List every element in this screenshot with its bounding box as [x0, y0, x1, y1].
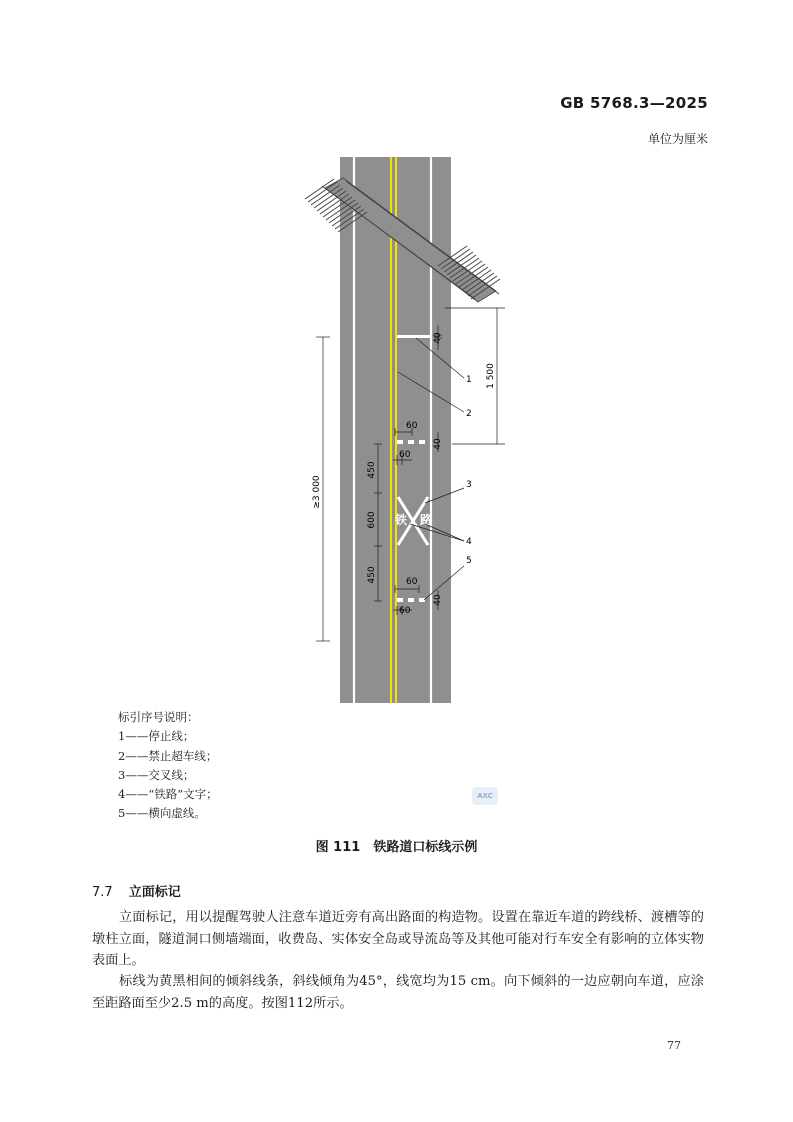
railway-crossing-marking-figure [290, 150, 520, 710]
watermark-logo: AXC [472, 787, 498, 805]
body-paragraph: 立面标记，用以提醒驾驶人注意车道近旁有高出路面的构造物。设置在靠近车道的跨线桥、渡槽等的墩柱立面，隧道洞口侧墙端面，收费岛、实体安全岛或导流岛等及其他可能对行车安全有影响的立体实物表面上。 [92, 910, 704, 968]
legend-item: 5——横向虚线。 [118, 806, 206, 821]
road-text-tie: 铁 [394, 513, 408, 527]
body-paragraph: 标线为黄黑相间的倾斜线条，斜线倾角为45°，线宽均为15 cm。向下倾斜的一边应朝向车道，应涂至距路面至少2.5 m的高度。按图112所示。 [92, 974, 704, 1011]
legend-title: 标引序号说明： [118, 710, 199, 724]
dim-label-lower-2: 60 [399, 606, 411, 616]
figure-caption: 图 111 铁路道口标线示例 [315, 840, 478, 855]
standard-code: GB 5768.3—2025 [560, 94, 708, 112]
callout-4: 4 [466, 537, 472, 547]
lower-transverse-dashes [397, 598, 425, 602]
callout-2: 2 [466, 409, 472, 419]
legend-item: 4——“铁路”文字； [118, 787, 218, 802]
upper-transverse-dashes [397, 440, 425, 444]
legend-item: 3——交叉线； [118, 767, 195, 782]
dim-label-1500: 1 500 [486, 363, 496, 389]
callout-3: 3 [466, 480, 472, 490]
page-number: 77 [667, 1039, 681, 1052]
legend [118, 708, 218, 824]
dim-label-upper-1: 60 [406, 421, 418, 431]
dim-label-450-a: 450 [367, 461, 377, 479]
dim-label-600: 600 [367, 511, 377, 529]
legend-item: 2——禁止超车线； [118, 748, 218, 763]
section-heading [92, 881, 181, 900]
dim-label-stop-line: 40 [433, 332, 443, 344]
dim-label-lower-1: 60 [406, 577, 418, 587]
unit-note: 单位为厘米 [647, 132, 708, 146]
dim-label-upper-40: 40 [433, 438, 443, 450]
road-text-lu: 路 [419, 513, 433, 527]
legend-item: 1——停止线； [118, 729, 195, 744]
dim-label-upper-2: 60 [399, 450, 411, 460]
callout-1: 1 [466, 375, 472, 385]
section-title: 立面标记 [128, 885, 181, 900]
dim-1500 [445, 308, 505, 444]
stop-line [397, 335, 431, 338]
dim-label-450-b: 450 [367, 566, 377, 584]
dim-label-3000: ≥3 000 [312, 475, 322, 509]
section-number: 7.7 [92, 885, 113, 900]
callout-5: 5 [466, 556, 472, 566]
dim-label-lower-40: 40 [433, 594, 443, 606]
